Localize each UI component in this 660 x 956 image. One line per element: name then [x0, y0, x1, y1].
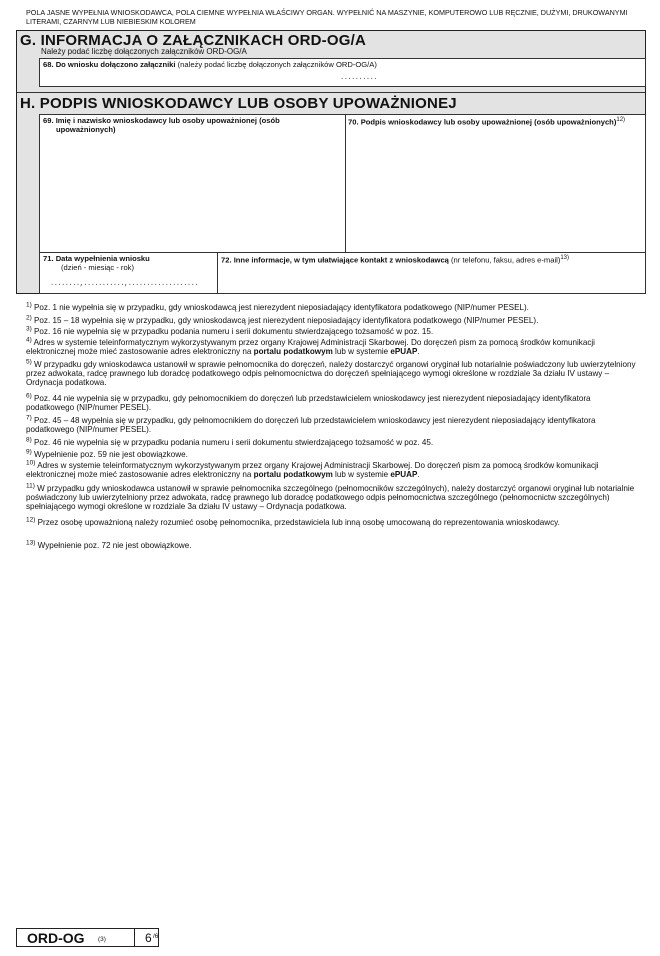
field-70-signature-area[interactable] — [347, 127, 643, 251]
field-69-label: 69. Imię i nazwisko wnioskodawcy lub osoby upoważnionej (osób upoważnionych) — [43, 116, 280, 134]
footnote-number: 10) — [26, 459, 36, 467]
footnote-number: 2) — [26, 314, 32, 322]
footnote-number: 3) — [26, 325, 32, 333]
footnote-text: Przez osobę upoważnioną należy rozumieć osobę pełnomocnika, przedstawiciela lub inną osobę umocowaną do reprezentowania wnioskodawcy. — [37, 518, 560, 527]
footnote — [26, 360, 638, 387]
footnote-text: Poz. 1 nie wypełnia się w przypadku, gdy wnioskodawcą jest nierezydent nieposiadający identyfikatora podatkowego (NIP/numer PESEL). — [34, 303, 529, 312]
footnote-text: lub w systemie — [332, 347, 391, 357]
field-71-date-input[interactable]: ........,...........,................... — [50, 280, 199, 288]
section-h-title: H. PODPIS WNIOSKODAWCY LUB OSOBY UPOWAŻNIONEJ — [20, 95, 457, 112]
footnote-text: Poz. 44 nie wypełnia się w przypadku, gdy pełnomocnikiem do doręczeń lub przedstawicielem wnioskodawcy jest nierezydent nieposiadający identyfikatora podatkowego (NIP/numer PESEL). — [26, 394, 591, 413]
footnote-number: 13) — [26, 539, 36, 547]
footnote — [26, 438, 638, 447]
footnote-text: Wypełnienie poz. 72 nie jest obowiązkowe. — [37, 541, 192, 550]
field-69-input[interactable] — [41, 137, 343, 251]
footnote — [26, 541, 638, 550]
field-72-label: 72. Inne informacje, w tym ułatwiające kontakt z wnioskodawcą (nr telefonu, faksu, adres e-mail)$^{13)}$ — [221, 255, 570, 265]
footnote-number: 8) — [26, 436, 32, 444]
footnote-text: portalu podatkowym — [253, 470, 333, 480]
footnote-text: Adres w systemie teleinformatycznym wykorzystywanym przez organy Krajowej Administracji Skarbowej. Do doręczeń pism za pomocą środków komunikacji elektronicznej może mieć zastosowanie adres elektroniczny na — [26, 461, 599, 480]
footnote-number: 11) — [26, 482, 35, 490]
footnote-number: 5) — [26, 358, 32, 366]
footnote-number: 9) — [26, 448, 32, 456]
footnote — [26, 461, 638, 479]
field-71-label: 71. Data wypełnienia wniosku (dzień - miesiąc - rok) — [43, 254, 150, 272]
footnote-text: Poz. 46 nie wypełnia się w przypadku podania numeru i serii dokumentu stwierdzającego tożsamość w poz. 45. — [34, 438, 434, 447]
footnote-text: Poz. 15 – 18 wypełnia się w przypadku, gdy wnioskodawcą jest nierezydent nieposiadający identyfikatora podatkowego (NIP/numer PESEL). — [34, 316, 539, 325]
footnote — [26, 484, 638, 511]
page-number: 6 — [145, 931, 152, 945]
footnote-text: W przypadku gdy wnioskodawca ustanowił w sprawie pełnomocnika szczególnego (pełnomocników szczególnych), należy dostarczyć organowi oryginał lub notarialnie poświadczony lub uwierzytelniony przez adwokata, radcę prawnego lub doradcę podatkowego odpis pełnomocnictwa szczególnego (pełnomocnictw szczególnych) spełniającego wymogi określone w rozdziale 3a działu IV ustawy – Ordynacja podatkowa. — [26, 484, 635, 512]
footnote — [26, 338, 638, 356]
footnote-text: ePUAP — [390, 347, 418, 357]
footnote-number: 12) — [26, 516, 36, 524]
footnote-number: 4) — [26, 336, 32, 344]
footnote — [26, 303, 638, 312]
footnote — [26, 518, 638, 527]
footnote-text: . — [417, 470, 420, 480]
signature-table — [39, 114, 646, 294]
footnote-text: . — [417, 347, 420, 357]
footnote-number: 1) — [26, 301, 32, 309]
form-code: ORD-OG — [27, 930, 85, 946]
footnote-text: Wypełnienie poz. 59 nie jest obowiązkowe. — [34, 450, 188, 459]
footnote-text: portalu podatkowym — [253, 347, 333, 357]
footnote-text: ePUAP — [390, 470, 418, 480]
form-footer — [16, 928, 159, 947]
form-frame — [16, 30, 646, 294]
page-total: /6 — [153, 933, 159, 940]
footnote-text: Poz. 16 nie wypełnia się w przypadku podania numeru i serii dokumentu stwierdzającego tożsamość w poz. 15. — [34, 327, 434, 336]
footnote-text: Poz. 45 – 48 wypełnia się w przypadku, gdy pełnomocnikiem do doręczeń lub przedstawicielem wnioskodawcy jest nierezydent nieposiadający identyfikatora podatkowego (NIP/numer PESEL). — [26, 416, 596, 435]
field-68-label: 68. Do wniosku dołączono załączniki (należy podać liczbę dołączonych załączników ORD-OG/A) — [43, 60, 377, 69]
field-68-box[interactable] — [39, 58, 646, 87]
footnote-number: 7) — [26, 414, 32, 422]
footnote — [26, 416, 638, 434]
footnote — [26, 450, 638, 459]
form-version: (3) — [98, 936, 106, 943]
footnote-text: W przypadku gdy wnioskodawca ustanowił w sprawie pełnomocnika do doręczeń, należy dostarczyć organowi oryginał lub notarialnie poświadczony lub uwierzytelniony przez adwokata, radcę prawnego lub doradcę podatkowego odpis pełnomocnictwa do doręczeń spełniającego wymogi określone w rozdziale 3a działu IV ustawy – Ordynacja podatkowa. — [26, 360, 636, 388]
section-g-title: G. INFORMACJA O ZAŁĄCZNIKACH ORD-OG/A — [20, 32, 366, 49]
footnote — [26, 394, 638, 412]
footnote-text: lub w systemie — [332, 470, 391, 480]
section-g-note: Należy podać liczbę dołączonych załączników ORD-OG/A — [41, 47, 247, 56]
footnote-text: Adres w systemie teleinformatycznym wykorzystywanym przez organy Krajowej Administracji Skarbowej. Do doręczeń pism za pomocą środków komunikacji elektronicznej może mieć zastosowanie adres elektroniczny na — [26, 338, 595, 357]
header-note: POLA JASNE WYPEŁNIA WNIOSKODAWCA, POLA CIEMNE WYPEŁNIA WŁAŚCIWY ORGAN. WYPEŁNIĆ NA MASZYNIE, KOMPUTEROWO LUB RĘCZNIE, DUŻYMI, DRUKOWANYMI LITERAMI, CZARNYM LUB NIEBIESKIM KOLOREM — [26, 8, 628, 26]
footnote — [26, 316, 638, 325]
field-68-input-dots[interactable]: .......... — [340, 74, 378, 82]
footnote — [26, 327, 638, 336]
field-72-input[interactable] — [219, 265, 643, 293]
field-70-label: 70. Podpis wnioskodawcy lub osoby upoważnionej (osób upoważnionych)$^{12)}$ — [348, 117, 626, 127]
section-divider — [17, 92, 645, 93]
footnote-number: 6) — [26, 392, 32, 400]
